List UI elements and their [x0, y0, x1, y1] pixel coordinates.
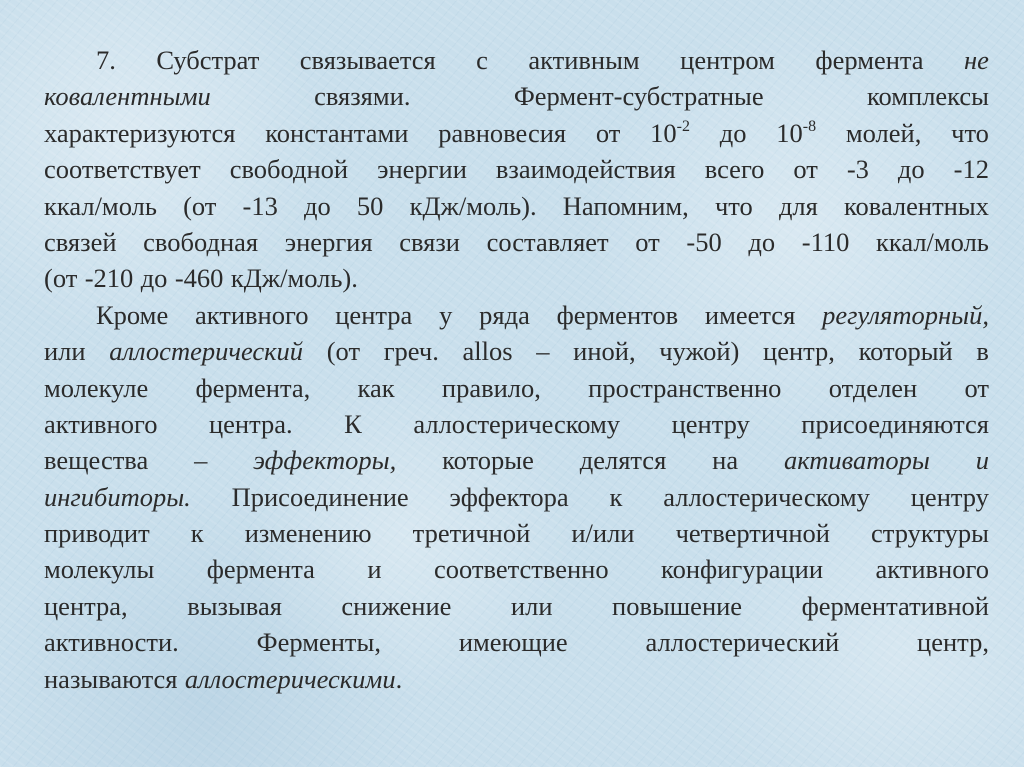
word — [784, 442, 930, 478]
word-text: аллостерический — [645, 627, 840, 658]
word-text: 7. — [96, 45, 116, 75]
word-text: до — [304, 190, 331, 221]
word-text: молекуле — [44, 372, 149, 403]
word — [847, 151, 869, 187]
word — [44, 551, 154, 587]
word-text: Присоединение — [231, 481, 409, 512]
word-text: 10 — [650, 117, 677, 148]
word-text: аллостерический — [109, 336, 304, 367]
word — [143, 224, 258, 260]
word-text: конфигурации — [661, 554, 824, 585]
word-text: центра. — [208, 408, 293, 439]
word — [680, 42, 775, 78]
word — [802, 588, 989, 624]
word-text: иной, — [573, 336, 636, 367]
word — [96, 297, 168, 333]
word-text: изменению — [244, 518, 372, 549]
word-text: структуры — [871, 518, 989, 549]
word-text: характеризуются — [44, 117, 236, 148]
word-text: или — [44, 336, 86, 367]
exponent: -8 — [802, 117, 817, 135]
word-text: составляет — [486, 226, 609, 257]
word — [801, 406, 989, 442]
word-text: ферментов — [556, 299, 679, 330]
word-text: Субстрат — [156, 45, 260, 75]
word — [377, 151, 467, 187]
word — [661, 551, 823, 587]
word — [705, 151, 765, 187]
word-text: повышение — [612, 590, 743, 621]
word — [588, 370, 781, 406]
word-text: с — [476, 45, 488, 75]
word — [659, 333, 739, 369]
word-text: активным — [528, 45, 640, 75]
word-text: – — [194, 445, 208, 476]
word-text: четвертичной — [675, 518, 830, 549]
word — [663, 479, 870, 515]
text-line — [44, 442, 989, 478]
word-text: который — [858, 336, 953, 367]
word — [44, 624, 179, 660]
word-text: не — [964, 45, 989, 75]
word-text: что — [951, 117, 989, 148]
word — [44, 442, 148, 478]
word — [846, 115, 921, 151]
word-text: присоединяются — [801, 408, 989, 439]
word — [396, 661, 403, 697]
word — [265, 115, 408, 151]
word — [876, 551, 989, 587]
word-text: комплексы — [866, 81, 989, 112]
word-text: центр, — [917, 627, 989, 658]
word-text: к — [609, 481, 623, 512]
word-text: для — [778, 190, 818, 221]
word — [528, 42, 639, 78]
word — [156, 42, 259, 78]
word-text: снижение — [341, 590, 452, 621]
word-text: кДж/моль). — [230, 263, 358, 294]
word — [571, 515, 634, 551]
word — [230, 151, 348, 187]
text-line — [44, 42, 989, 78]
word — [763, 333, 835, 369]
word — [686, 224, 721, 260]
word — [867, 78, 989, 114]
word — [195, 370, 310, 406]
word-text: кДж/моль). — [409, 190, 537, 221]
word-text: (от — [326, 336, 361, 367]
word-text: связывается — [299, 45, 436, 75]
word — [442, 442, 534, 478]
word — [335, 297, 412, 333]
word-text: от — [595, 117, 621, 148]
word-text: и — [975, 445, 989, 476]
word — [44, 479, 191, 515]
word-text: у — [439, 299, 453, 330]
word-text: соответственно — [434, 554, 609, 585]
word — [976, 442, 989, 478]
word — [44, 224, 117, 260]
text-line — [44, 224, 989, 260]
word — [231, 260, 358, 296]
word — [232, 479, 409, 515]
word — [876, 224, 989, 260]
word-text: эффекторы, — [253, 445, 397, 476]
word-text: фермента, — [195, 372, 311, 403]
text-line — [44, 297, 989, 333]
word-text: называются — [44, 663, 178, 694]
word — [715, 188, 753, 224]
word-text: 50 — [356, 190, 384, 221]
paragraph-1 — [44, 42, 989, 297]
word — [367, 551, 381, 587]
word-text: связей — [44, 226, 117, 257]
word-text: и — [367, 554, 382, 585]
word — [815, 42, 923, 78]
word — [243, 188, 278, 224]
word-text: молей, — [845, 117, 922, 148]
word-text: ковалентными — [44, 81, 211, 112]
word-text: свободной — [229, 154, 349, 185]
word — [672, 406, 750, 442]
word-text: -210 — [84, 263, 134, 294]
word-text: аллостерическому — [413, 408, 621, 439]
word-text: от — [635, 226, 660, 257]
word-text: молекулы — [44, 554, 155, 585]
paragraph-2 — [44, 297, 989, 697]
word-text: активности. — [44, 627, 179, 658]
word — [44, 661, 177, 697]
word — [802, 224, 850, 260]
word-text: -3 — [846, 154, 869, 185]
word — [44, 115, 235, 151]
word — [85, 260, 134, 296]
word-text: . — [395, 663, 403, 694]
word — [257, 624, 381, 660]
word — [195, 297, 308, 333]
word — [496, 151, 676, 187]
word — [793, 151, 817, 187]
text-line — [44, 406, 989, 442]
word — [185, 661, 396, 697]
word-text: (от — [183, 190, 217, 221]
word — [442, 370, 541, 406]
word — [557, 297, 679, 333]
text-line — [44, 551, 989, 587]
text-line — [44, 661, 989, 697]
word — [476, 42, 488, 78]
word — [487, 224, 609, 260]
word-text: третичной — [412, 518, 531, 549]
text-line — [44, 479, 989, 515]
word-text: до — [719, 117, 747, 148]
word-text: связями. — [314, 81, 411, 112]
word-text: Кроме — [96, 299, 169, 330]
word-text: ферментативной — [801, 590, 989, 621]
word — [536, 333, 549, 369]
word — [822, 297, 989, 333]
word — [44, 333, 86, 369]
word — [141, 260, 168, 296]
word — [187, 588, 282, 624]
word — [44, 78, 211, 114]
word — [245, 515, 372, 551]
word — [596, 115, 620, 151]
word — [844, 188, 989, 224]
word-text: которые — [442, 445, 534, 476]
word-text: от — [793, 154, 818, 185]
word-text: фермента — [815, 45, 924, 75]
word — [344, 406, 362, 442]
text-line — [44, 370, 989, 406]
word — [898, 151, 925, 187]
word-text: ковалентных — [844, 190, 989, 221]
word-text: до — [140, 263, 168, 294]
word — [705, 297, 795, 333]
word — [207, 551, 315, 587]
word — [109, 333, 303, 369]
word-text: всего — [704, 154, 765, 185]
word — [439, 297, 452, 333]
word-text: 10 — [776, 117, 803, 148]
word — [44, 260, 77, 296]
word-text: чужой) — [659, 336, 740, 367]
word — [410, 188, 537, 224]
word-text: вызывая — [187, 590, 282, 621]
word-text: пространственно — [588, 372, 782, 403]
slide-text-body — [44, 42, 989, 697]
word — [285, 224, 373, 260]
word — [384, 333, 439, 369]
word — [911, 479, 989, 515]
word-text: – — [536, 336, 550, 367]
word-text: на — [712, 445, 739, 476]
word-text: правило, — [441, 372, 541, 403]
word-text: до — [897, 154, 925, 185]
word-text: константами — [265, 117, 409, 148]
word-text: к — [190, 518, 204, 549]
text-line — [44, 624, 989, 660]
word — [951, 115, 989, 151]
word-text: эффектора — [449, 481, 569, 512]
word — [976, 333, 989, 369]
word — [917, 624, 989, 660]
word — [358, 370, 395, 406]
word — [44, 151, 201, 187]
word — [514, 78, 764, 114]
word — [676, 515, 830, 551]
word — [314, 78, 410, 114]
word-text: Фермент-субстратные — [513, 81, 764, 112]
word — [44, 370, 148, 406]
word — [413, 515, 531, 551]
word — [44, 515, 150, 551]
word-text: в — [976, 336, 989, 367]
word — [183, 188, 216, 224]
word — [964, 370, 988, 406]
word — [646, 624, 840, 660]
word-text: ккал/моль — [875, 226, 989, 257]
word-text: и/или — [571, 518, 635, 549]
word — [399, 224, 460, 260]
word-text: ингибиторы. — [44, 481, 191, 512]
word — [748, 224, 775, 260]
word — [650, 115, 690, 151]
word — [776, 115, 816, 151]
word-text: или — [510, 590, 553, 621]
word-text: -12 — [953, 154, 989, 185]
word — [438, 115, 566, 151]
word-text: центр, — [763, 336, 835, 367]
word — [779, 188, 818, 224]
word-text: равновесия — [438, 117, 567, 148]
word — [712, 442, 738, 478]
word-text: центру — [671, 408, 750, 439]
word — [96, 42, 116, 78]
word-text: -110 — [801, 226, 850, 257]
word-text: ряда — [479, 299, 530, 330]
word — [871, 515, 989, 551]
word-text: греч. — [383, 336, 439, 367]
word — [175, 260, 224, 296]
word — [580, 442, 667, 478]
word-text: Напомним, — [562, 190, 689, 221]
word-text: аллостерическому — [663, 481, 870, 512]
word-text: отделен — [828, 372, 918, 403]
word — [463, 333, 513, 369]
word — [610, 479, 623, 515]
word — [357, 188, 384, 224]
word-text: соответствует — [44, 154, 201, 185]
word-text: имеющие — [458, 627, 568, 658]
word-text: что — [714, 190, 753, 221]
text-line — [44, 515, 989, 551]
word-text: центру — [910, 481, 989, 512]
word — [300, 42, 436, 78]
text-line — [44, 78, 989, 114]
word — [563, 188, 689, 224]
word — [304, 188, 331, 224]
word-text: аллостерическими — [184, 663, 396, 694]
word-text: энергия — [284, 226, 373, 257]
word-text: активного — [195, 299, 309, 330]
word-text: активного — [44, 408, 158, 439]
text-line — [44, 260, 989, 296]
word-text: имеется — [704, 299, 796, 330]
word-text: центром — [680, 45, 775, 75]
word-text: взаимодействия — [495, 154, 676, 185]
word — [327, 333, 360, 369]
word — [859, 333, 953, 369]
word-text: как — [357, 372, 395, 403]
word — [44, 588, 128, 624]
word-text: активного — [875, 554, 989, 585]
word — [450, 479, 569, 515]
word-text: регуляторный, — [822, 299, 989, 330]
word — [964, 42, 989, 78]
word — [44, 406, 157, 442]
word-text: К — [344, 408, 362, 439]
word-text: активаторы — [784, 445, 930, 476]
word-text: ккал/моль — [44, 190, 157, 221]
text-line — [44, 188, 989, 224]
word-text: связи — [399, 226, 460, 257]
word-text: центра — [335, 299, 413, 330]
text-line — [44, 151, 989, 187]
word — [413, 406, 620, 442]
word-text: Ферменты, — [256, 627, 381, 658]
word-text: -460 — [174, 263, 224, 294]
word — [829, 370, 918, 406]
word-text: свободная — [143, 226, 259, 257]
word-text: центра, — [44, 590, 128, 621]
word — [44, 188, 157, 224]
word-text: -50 — [686, 226, 722, 257]
word — [191, 515, 204, 551]
text-line — [44, 333, 989, 369]
word — [511, 588, 553, 624]
word — [253, 442, 396, 478]
word — [434, 551, 609, 587]
word-text: (от — [44, 263, 78, 294]
word-text: делятся — [579, 445, 667, 476]
word — [573, 333, 635, 369]
word — [612, 588, 742, 624]
word — [954, 151, 989, 187]
word-text: вещества — [44, 445, 149, 476]
word-text: фермента — [206, 554, 315, 585]
word-text: -13 — [242, 190, 278, 221]
word — [635, 224, 659, 260]
word — [194, 442, 207, 478]
word-text: приводит — [44, 518, 150, 549]
text-line — [44, 588, 989, 624]
word-text: от — [964, 372, 989, 403]
word — [459, 624, 568, 660]
word-text: энергии — [377, 154, 467, 185]
word — [720, 115, 747, 151]
exponent: -2 — [676, 117, 690, 135]
word-text: allos — [462, 336, 513, 367]
word-text: до — [748, 226, 776, 257]
word — [341, 588, 451, 624]
word — [479, 297, 530, 333]
word — [209, 406, 293, 442]
text-line — [44, 115, 989, 151]
